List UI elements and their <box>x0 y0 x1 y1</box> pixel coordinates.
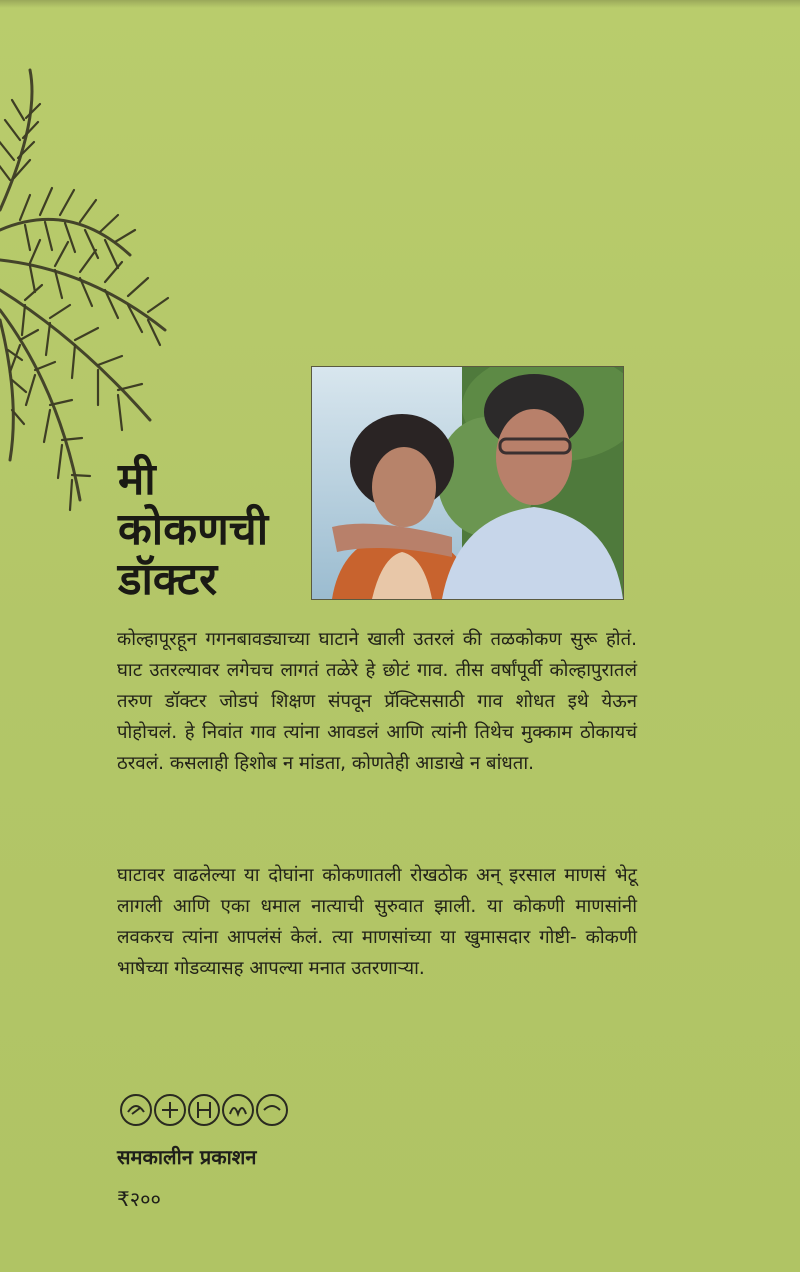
publisher-name: समकालीन प्रकाशन <box>117 1145 257 1169</box>
title-line-3: डॉक्टर <box>118 554 218 605</box>
title-line-1: मी <box>118 454 156 505</box>
book-price: ₹२०० <box>117 1187 161 1211</box>
author-photo <box>311 366 624 600</box>
author-photo-illustration <box>312 367 623 599</box>
title-line-2: कोकणची <box>118 504 269 555</box>
cover-top-edge <box>0 0 800 8</box>
palm-tree-illustration <box>0 60 200 520</box>
blurb-paragraph-1: कोल्हापूरहून गगनबावड्याच्या घाटाने खाली उतरलं की तळकोकण सुरू होतं. घाट उतरल्यावर लगेचच लागतं तळेरे हे छोटं गाव. तीस वर्षांपूर्वी कोल्हापुरातलं तरुण डॉक्टर जोडपं शिक्षण संपवून प्रॅक्टिससाठी गाव शोधत इथे येऊन पोहोचलं. हे निवांत गाव त्यांना आवडलं आणि त्यांनी तिथेच मुक्काम ठोकायचं ठरवलं. कसलाही हिशोब न मांडता, कोणतेही आडाखे न बांधता. <box>117 629 637 774</box>
blurb-paragraph-2: घाटावर वाढलेल्या या दोघांना कोकणातली रोखठोक अन् इरसाल माणसं भेटू लागली आणि एका धमाल नात्याची सुरुवात झाली. या कोकणी माणसांनी लवकरच त्यांना आपलंसं केलं. त्या माणसांच्या या खुमासदार गोष्टी- कोकणी भाषेच्या गोडव्यासह आपल्या मनात उतरणाऱ्या. <box>117 865 637 979</box>
publisher-logo <box>118 1090 293 1130</box>
book-title <box>118 455 298 605</box>
